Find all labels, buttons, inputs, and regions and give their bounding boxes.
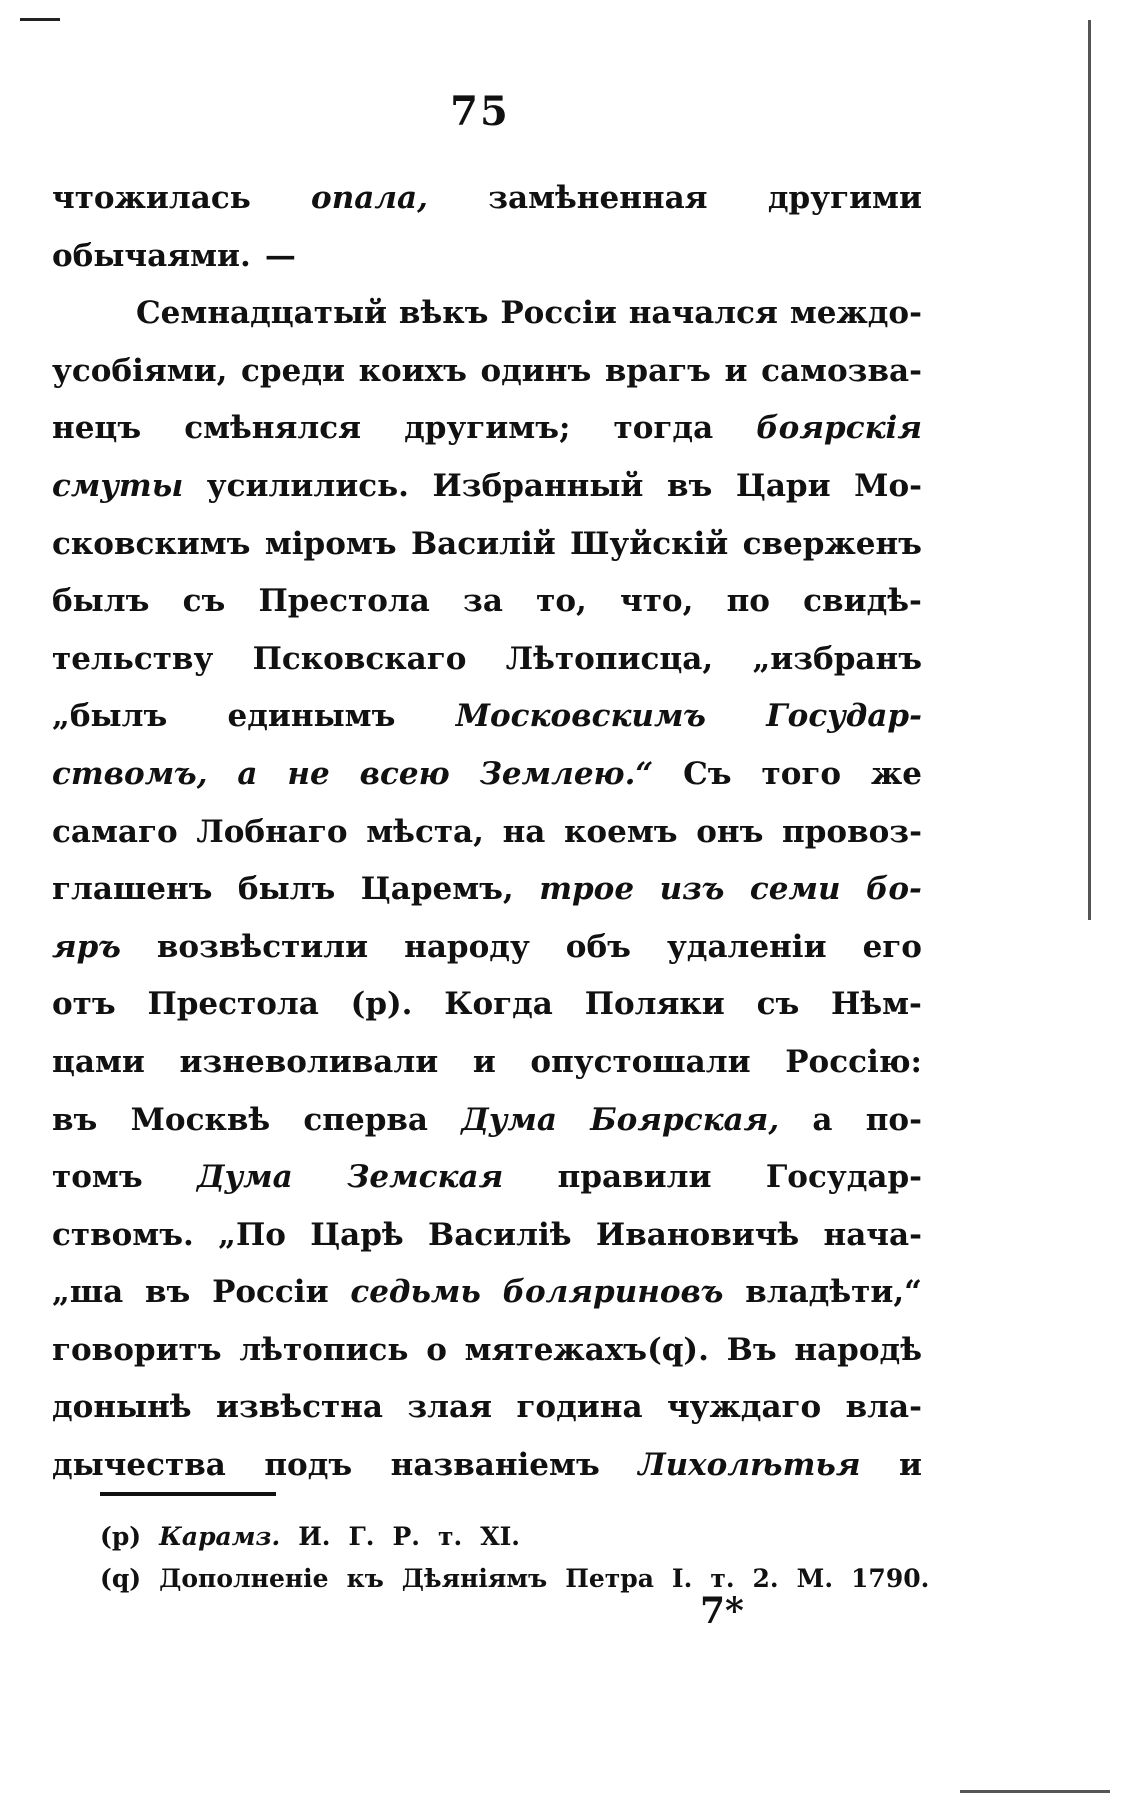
footnote-word: И. [298, 1522, 331, 1551]
word: Поляки [584, 986, 725, 1023]
word: „ша [52, 1274, 124, 1311]
word: (р). [350, 986, 413, 1023]
word: говоритъ [52, 1331, 222, 1368]
word: удаленіи [666, 928, 827, 965]
word: а [812, 1101, 833, 1138]
word: Россію: [785, 1043, 922, 1080]
footnote [100, 1516, 940, 1558]
word: сверженъ [742, 525, 922, 562]
word: онъ [696, 813, 764, 850]
word: и [724, 352, 748, 389]
text-line [52, 1092, 922, 1150]
word: самаго [52, 813, 178, 850]
word: чтожилась [52, 180, 251, 216]
word: ствомъ, [52, 755, 208, 792]
word: народу [404, 928, 530, 965]
word: Землею.“ [479, 755, 654, 792]
text-line [52, 976, 922, 1034]
word: боляриновъ [502, 1274, 724, 1311]
word: что, [620, 583, 694, 620]
word: усилились. [206, 467, 409, 504]
footnote-word: Г. [348, 1522, 375, 1551]
word: владѣти,“ [745, 1274, 922, 1311]
word: всею [359, 755, 450, 792]
word: не [287, 755, 330, 792]
text-line [52, 170, 922, 228]
word: міромъ [264, 525, 397, 562]
text-line [52, 1379, 922, 1437]
word: а [237, 755, 258, 792]
word: Ивановичѣ [595, 1216, 800, 1253]
word: по- [865, 1101, 922, 1138]
text-line [52, 631, 922, 689]
word: сковскимъ [52, 525, 251, 562]
word: изъ [659, 871, 725, 908]
word: Когда [444, 986, 553, 1023]
word: объ [565, 928, 631, 965]
word: Нѣм- [831, 986, 922, 1023]
word: опустошали [530, 1043, 751, 1080]
word: названіемъ [390, 1447, 600, 1484]
text-line [52, 804, 922, 862]
word: ствомъ. [52, 1216, 194, 1253]
word: за [463, 583, 503, 620]
word: въ [666, 467, 713, 504]
footnote-divider [100, 1492, 276, 1496]
word: Лобнаго [196, 813, 348, 850]
word: цами [52, 1043, 145, 1080]
word: Мо- [854, 467, 922, 504]
word: томъ [52, 1159, 143, 1196]
word: дычества [52, 1447, 226, 1484]
text-line [52, 688, 922, 746]
word: нача- [823, 1216, 922, 1253]
word: отъ [52, 986, 116, 1023]
footnote-word: 1790. [851, 1564, 930, 1593]
word: Шуйскій [570, 525, 729, 562]
word: Москвѣ [130, 1101, 271, 1138]
word: тельству [52, 640, 214, 677]
word: трое [539, 871, 635, 908]
text-line [52, 1207, 922, 1265]
footnote-word: 2. [752, 1564, 779, 1593]
word: Цари [735, 467, 831, 504]
word: среди [241, 352, 345, 389]
word: же [870, 755, 922, 792]
footnote-word: М. [796, 1564, 834, 1593]
word: народѣ [794, 1331, 922, 1368]
word: начался [628, 295, 778, 332]
text-line [52, 861, 922, 919]
word: „былъ [52, 698, 168, 735]
word: Псковскаго [252, 640, 467, 677]
word: возвѣстили [156, 928, 369, 965]
word: — [264, 237, 296, 274]
word: бо- [865, 871, 922, 908]
word: того [761, 755, 842, 792]
word: усобіями, [52, 352, 228, 389]
word: Государ- [766, 698, 922, 735]
word: Царѣ [310, 1216, 404, 1253]
word: злая [407, 1389, 493, 1426]
footnote-mark: (q) [100, 1564, 142, 1593]
word: то, [536, 583, 587, 620]
word: Лихолѣтья [638, 1447, 861, 1484]
word: врагъ [604, 352, 711, 389]
signature-mark: 7* [700, 1590, 744, 1632]
text-line [52, 1322, 922, 1380]
word: провоз- [782, 813, 922, 850]
word: изневоливали [179, 1043, 439, 1080]
word: година [516, 1389, 643, 1426]
scan-corner-mark [20, 18, 60, 21]
word: и [472, 1043, 496, 1080]
word: съ [756, 986, 800, 1023]
word: другимъ; [404, 410, 571, 447]
word: семи [749, 871, 841, 908]
footnote-word: къ [346, 1564, 384, 1593]
word: единымъ [227, 698, 396, 735]
footnote-word: Дѣяніямъ [401, 1564, 548, 1593]
word: и [899, 1447, 922, 1484]
word: седьмь [350, 1274, 481, 1311]
footnote-word: XI. [480, 1522, 520, 1551]
text-line [52, 1149, 922, 1207]
word: съ [182, 583, 226, 620]
word: другими [767, 180, 922, 216]
word: нецъ [52, 410, 142, 447]
word: Россіи [500, 295, 617, 332]
footnote-word: т. [710, 1564, 735, 1593]
footnote-word: Карамз. [159, 1522, 281, 1551]
scan-right-edge-line [1088, 20, 1091, 920]
word: былъ [237, 871, 336, 908]
word: Въ [726, 1331, 777, 1368]
word: коемъ [564, 813, 678, 850]
word: Государ- [765, 1159, 922, 1196]
word: опала, [311, 180, 428, 216]
body-text [52, 170, 922, 1495]
word: боярскія [756, 410, 922, 447]
word: Престола [147, 986, 319, 1023]
word: Избранный [432, 467, 644, 504]
footnote [100, 1558, 940, 1600]
word: глашенъ [52, 871, 213, 908]
text-line [52, 1437, 922, 1495]
text-line [52, 458, 922, 516]
word: замѣненная [488, 180, 708, 216]
word: Россіи [212, 1274, 329, 1311]
footnote-word: Петра [565, 1564, 654, 1593]
text-line [52, 516, 922, 574]
word: одинъ [480, 352, 592, 389]
word: подъ [264, 1447, 353, 1484]
word: Василіѣ [428, 1216, 572, 1253]
text-line [52, 573, 922, 631]
word: обычаями. [52, 237, 251, 274]
word: по [726, 583, 770, 620]
word: Дума [197, 1159, 293, 1196]
scan-bottom-dash [960, 1790, 1110, 1793]
word: чуждаго [666, 1389, 822, 1426]
text-line [52, 919, 922, 977]
word: междо- [789, 295, 922, 332]
word: вла- [845, 1389, 922, 1426]
word: свидѣ- [803, 583, 922, 620]
word: Земская [347, 1159, 504, 1196]
word: смѣнялся [184, 410, 362, 447]
word: Царемъ, [360, 871, 514, 908]
text-line [52, 285, 922, 343]
word: мѣста, [366, 813, 484, 850]
word: въ [52, 1101, 98, 1138]
word: Василій [410, 525, 556, 562]
text-line [52, 1264, 922, 1322]
footnotes [100, 1516, 940, 1600]
word: о [426, 1331, 447, 1368]
word: Боярская, [590, 1101, 780, 1138]
footnote-word: т. [438, 1522, 463, 1551]
word: донынѣ [52, 1389, 192, 1426]
word: коихъ [358, 352, 467, 389]
word: тогда [613, 410, 714, 447]
footnote-word: I. [671, 1564, 693, 1593]
word: вѣкъ [398, 295, 489, 332]
word: „избранъ [752, 640, 922, 677]
text-line [52, 1034, 922, 1092]
word: лѣтопись [239, 1331, 409, 1368]
word: былъ [52, 583, 150, 620]
word: Съ [683, 755, 732, 792]
word: яръ [52, 928, 121, 965]
word: его [862, 928, 922, 965]
word: въ [144, 1274, 191, 1311]
word: Московскимъ [455, 698, 706, 735]
word: извѣстна [216, 1389, 383, 1426]
footnote-word: Р. [392, 1522, 420, 1551]
word: правили [557, 1159, 712, 1196]
page-number: 75 [450, 88, 510, 135]
word: сперва [303, 1101, 429, 1138]
word: Престола [258, 583, 430, 620]
text-line [52, 746, 922, 804]
text-line [52, 400, 922, 458]
word: „По [218, 1216, 286, 1253]
word: Дума [461, 1101, 557, 1138]
word: Лѣтописца, [505, 640, 714, 677]
text-line [52, 343, 922, 401]
word: мятежахъ(q). [464, 1331, 709, 1368]
word: смуты [52, 467, 184, 504]
footnote-mark: (р) [100, 1522, 142, 1551]
word: на [502, 813, 546, 850]
text-line [52, 228, 922, 286]
footnote-word: Дополненіе [159, 1564, 329, 1593]
word: самозва- [761, 352, 922, 389]
word: Семнадцатый [136, 295, 388, 332]
